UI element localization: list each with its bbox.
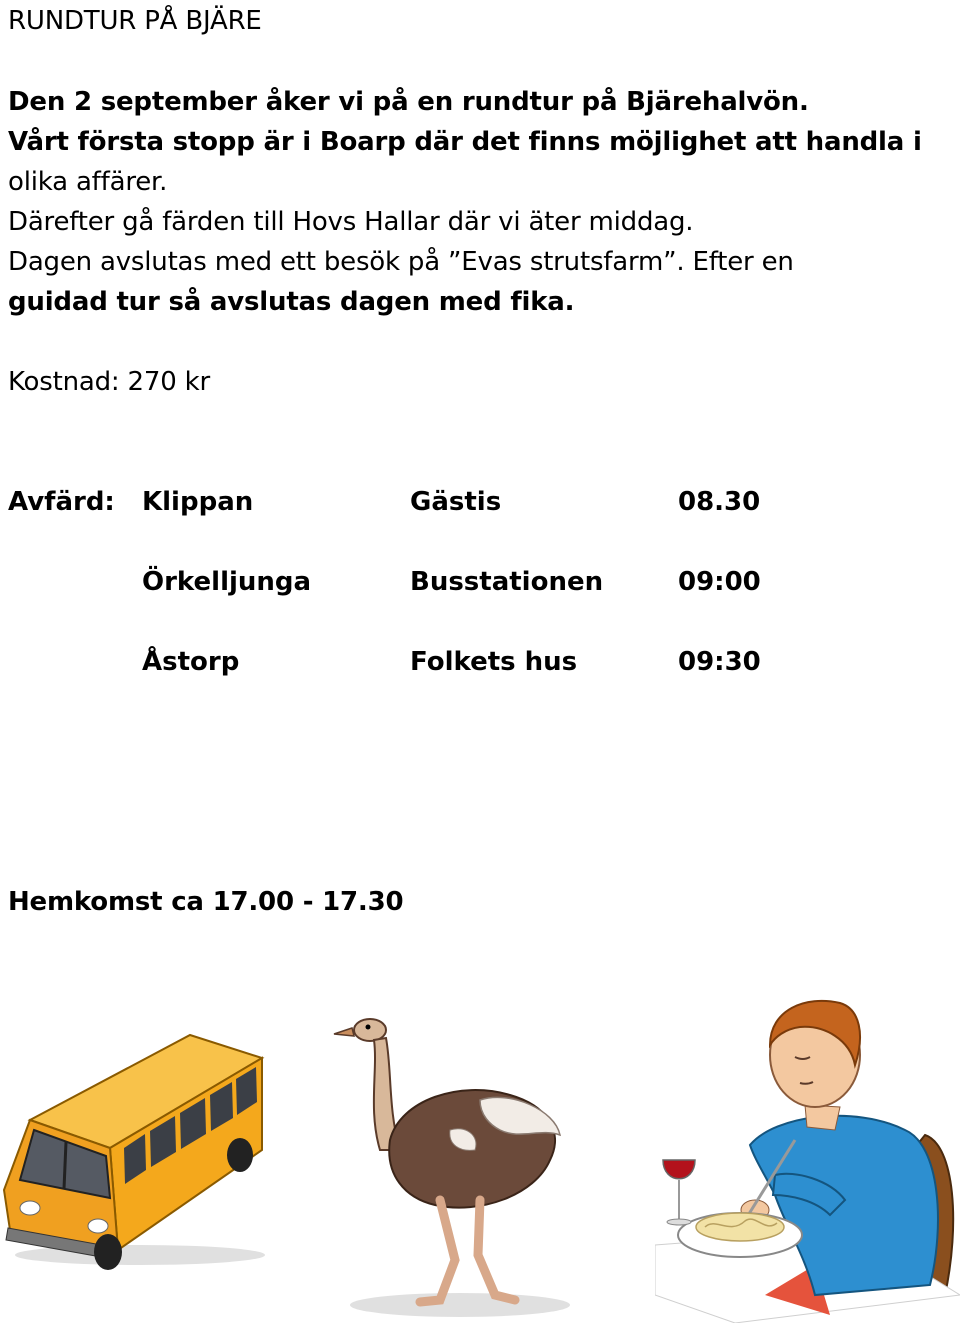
departure-place: Klippan	[142, 487, 254, 517]
dining-man-illustration	[655, 995, 960, 1323]
page-title: RUNDTUR PÅ BJÄRE	[8, 6, 262, 36]
ostrich-illustration	[330, 1010, 580, 1322]
paragraph-line-5: Dagen avslutas med ett besök på ”Evas strutsfarm”. Efter en	[8, 247, 794, 277]
departure-stop: Folkets hus	[410, 647, 578, 677]
departure-time: 09:30	[678, 647, 761, 677]
departure-place: Åstorp	[142, 647, 240, 677]
departure-label: Avfärd:	[8, 487, 115, 517]
paragraph-line-1: Den 2 september åker vi på en rundtur på Bjärehalvön.	[8, 87, 809, 117]
paragraph-line-6: guidad tur så avslutas dagen med fika.	[8, 287, 575, 317]
departure-place: Örkelljunga	[142, 567, 312, 597]
paragraph-line-3: olika affärer.	[8, 167, 168, 197]
departure-stop: Busstationen	[410, 567, 604, 597]
departure-stop: Gästis	[410, 487, 502, 517]
paragraph-line-4: Därefter gå färden till Hovs Hallar där vi äter middag.	[8, 207, 694, 237]
departure-time: 08.30	[678, 487, 761, 517]
paragraph-line-2: Vårt första stopp är i Boarp där det finns möjlighet att handla i	[8, 127, 922, 157]
return-time: Hemkomst ca 17.00 - 17.30	[8, 887, 404, 917]
cost-text: Kostnad: 270 kr	[8, 367, 210, 397]
bus-illustration	[0, 1030, 270, 1270]
departure-time: 09:00	[678, 567, 761, 597]
